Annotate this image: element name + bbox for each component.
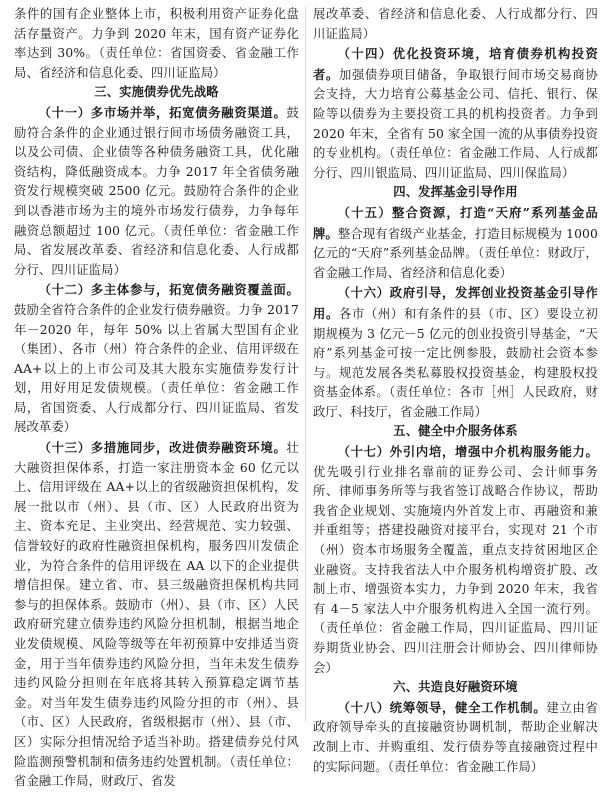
paragraph-continued: 展改革委、省经济和信息化委、人行成都分行、四川证监局） (313, 7, 598, 41)
right-column (313, 5, 598, 777)
item-12-lead: （十二）多主体参与，拓宽债务融资覆盖面。 (38, 282, 299, 298)
item-16-body: 各市（州）和有条件的县（市、区）要设立初期规模为 3 亿元－5 亿元的创业投资引导基金，“天府”系列基金可按一定比例参股，鼓励社会资本参与。规范发展各类私募股权投资基金，构建股权投资基金体系。（责任单位：各市［州］人民政府，财政厅、科技厅，省金融工作局） (313, 306, 598, 419)
paragraph-item-14 (313, 44, 598, 183)
paragraph-item-12 (14, 280, 299, 438)
left-column (14, 5, 299, 792)
item-13-body: 壮大融资担保体系，打造一家注册资本金 60 亿元以上、信用评级在 AA+以上的省级融资担保机构，发展一批以市（州）、县（市、区）人民政府出资为主、资本充足、主业突出、经营规范、实力较强、信誉较好的政府性融资担保机构，服务四川发债企业，为符合条件的信用评级在 AA 以下的企业提供增信担保。建立省、市、县三级融资担保机构共同参与的担保体系。鼓励市（州）、县（市、区）人民政府研究建立债券违约风险分担机制，根据当地企业发债规模、风险等级等在年初预算中安排适当资金，用于当年债券违约风险分担，当年未发生债券违约风险分担则在年底将其转入预算稳定调节基金。对当年发生债券违约风险分担的市（州）、县（市、区）人民政府，省级根据市（州）、县（市、区）实际分担情况给予适当补助。搭建债券兑付风险监测预警机制和债务违约处置机制。（责任单位：省金融工作局，财政厅、省发 (14, 441, 299, 789)
paragraph-continued: 条件的国有企业整体上市，积极利用资产证券化盘活存量资产。力争到 2020 年末，国有资产证券化率达到 30%。（责任单位：省国资委、省金融工作局、省经济和信息化委、四川证监局） (14, 7, 299, 80)
item-14-lead: （十四）优化投资环境，培育债券机构投资者。 (313, 46, 598, 82)
section-heading-5: 五、健全中介服务体系 (393, 424, 518, 439)
item-11-lead: （十一）多市场并举，拓宽债务融资渠道。 (38, 104, 287, 120)
item-15-body: 整合现有省级产业基金，打造目标规模为 1000 亿元的“天府”系列基金品牌。（责任单位：财政厅，省金融工作局、省经济和信息化委） (313, 226, 598, 280)
item-13-lead: （十三）多措施同步，改进债券融资环境。 (38, 440, 287, 456)
section-heading-3: 三、实施债券优先战略 (94, 85, 219, 100)
item-17-lead: （十七）外引内培，增强中介机构服务能力。 (337, 444, 598, 460)
item-18-body: 建立由省政府领导牵头的直接融资协调机制，帮助企业解决改制上市、并购重组、发行债券等直接融资过程中的实际问题。（责任单位：省金融工作局） (313, 700, 598, 774)
paragraph-item-15 (313, 203, 598, 283)
item-11-body: 鼓励符合条件的企业通过银行间市场债务融资工具，以及公司债、企业债等各种债务融资工具，优化融资结构，降低融资成本。力争 2017 年全省债务融资发行规模突破 2500 亿元。鼓励符合条件的企业到以香港市场为主的境外市场发行债券，力争每年融资总额超过 100 亿元。（责任单位：省金融工作局、省发展改革委、省经济和信息化委、人行成都分行、四川证监局） (14, 105, 299, 277)
paragraph-item-13 (14, 438, 299, 792)
item-12-body: 鼓励全省符合条件的企业发行债券融资。力争 2017年－2020 年，每年 50% 以上省属大型国有企业（集团）、各市（州）符合条件的企业、信用评级在 AA+以上的上市公司及其大股东实施债券发行计划，用好用足发债规模。（责任单位：省金融工作局，省国资委、人行成都分行、四川证监局、省发展改革委） (14, 302, 299, 435)
column-divider (305, 6, 306, 722)
section-heading-4: 四、发挥基金引导作用 (393, 185, 518, 200)
item-16-lead: （十六）政府引导，发挥创业投资基金引导作用。 (313, 285, 598, 321)
item-17-body: 优先吸引行业排名靠前的证券公司、会计师事务所、律师事务所等与我省签订战略合作协议，帮助我省企业规划、实施境内外首发上市、再融资和兼并重组等；搭建投融资对接平台，实现对 21 个市（州）资本市场服务全覆盖，重点支持贫困地区企业融资。支持我省法人中介服务机构增资扩股、改制上市、增强资本实力，力争到 2020 年末，我省有 4－5 家法人中介服务机构进入全国一流行列。（责任单位：省金融工作局，四川证监局、四川证券期货业协会、四川注册会计师协会、四川律师协会） (313, 464, 598, 675)
item-15-lead: （十五）整合资源，打造“天府”系列基金品牌。 (313, 204, 598, 241)
paragraph-item-16 (313, 283, 598, 422)
item-14-body: 加强债券项目储备，争取银行间市场交易商协会支持，大力培育公募基金公司、信托、银行、保险等以债券为主要投资工具的机构投资者。力争到 2020 年末，全省有 50 家全国一流的从事债券投资的专业机构。（责任单位：省金融工作局、人行成都分行、四川银监局、四川证监局、四川保监局） (313, 67, 598, 180)
paragraph-item-18 (313, 698, 598, 777)
paragraph-item-11 (14, 103, 299, 280)
section-heading-6: 六、共造良好融资环境 (393, 680, 518, 695)
paragraph-item-17 (313, 442, 598, 678)
item-18-lead: （十八）统筹领导，健全工作机制。 (337, 699, 547, 715)
